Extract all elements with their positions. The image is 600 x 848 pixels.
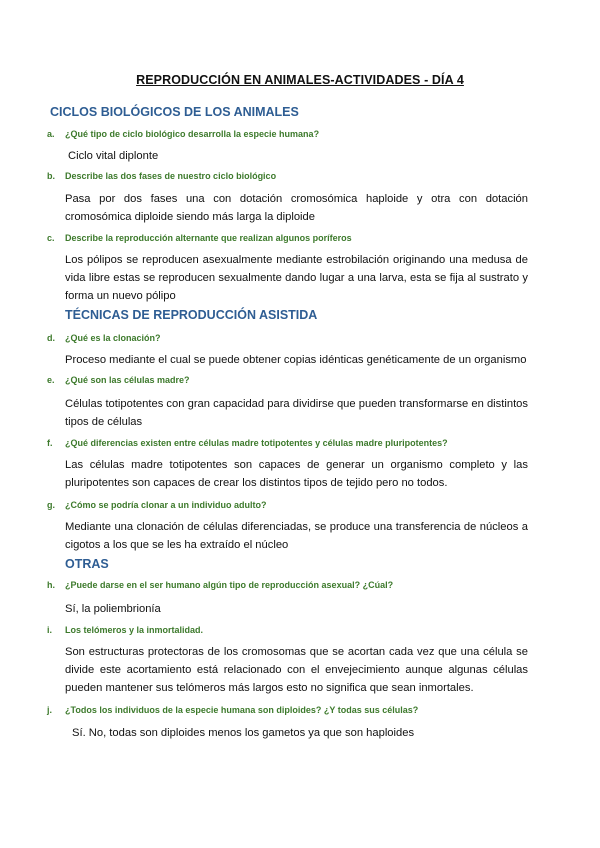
section-heading-tecnicas: TÉCNICAS DE REPRODUCCIÓN ASISTIDA	[65, 308, 318, 322]
question-text: ¿Qué es la clonación?	[65, 333, 161, 343]
answer-a: Ciclo vital diplonte	[68, 150, 159, 162]
question-text: ¿Puede darse en el ser humano algún tipo de reproducción asexual? ¿Cúal?	[65, 580, 394, 590]
answer-e: Células totipotentes con gran capacidad para dividirse que pueden transformarse en distintos tipos de células	[65, 398, 528, 429]
question-g	[47, 500, 267, 510]
question-h	[47, 580, 393, 590]
section-heading-ciclos: CICLOS BIOLÓGICOS DE LOS ANIMALES	[50, 105, 299, 119]
question-j	[47, 705, 418, 715]
question-letter: f.	[47, 438, 53, 448]
question-a	[47, 129, 319, 139]
question-i	[47, 625, 203, 635]
answer-d: Proceso mediante el cual se puede obtener copias idénticas genéticamente de un organismo	[65, 354, 527, 366]
question-text: Describe las dos fases de nuestro ciclo biológico	[65, 171, 277, 181]
question-c	[47, 233, 352, 243]
section-heading-otras: OTRAS	[65, 557, 109, 571]
question-f	[47, 438, 448, 448]
question-b	[47, 171, 276, 181]
question-letter: d.	[47, 333, 55, 343]
question-letter: j.	[47, 705, 53, 715]
question-text: Los telómeros y la inmortalidad.	[65, 625, 204, 635]
question-d	[47, 333, 161, 343]
answer-c: Los pólipos se reproducen asexualmente mediante estrobilación originando una medusa de vida libre estas se reproducen sexualmente dando lugar a una larva, esta se fija al sustrato y forma un nuevo pólipo	[65, 254, 528, 303]
answer-b: Pasa por dos fases una con dotación cromosómica haploide y otra con dotación cromosómica diploide siendo más larga la diploide	[65, 193, 528, 224]
document-title: REPRODUCCIÓN EN ANIMALES-ACTIVIDADES - DÍA 4	[136, 73, 464, 87]
question-text: ¿Cómo se podría clonar a un individuo adulto?	[65, 500, 267, 510]
answer-f: Las células madre totipotentes son capaces de generar un organismo completo y las pluripotentes son capaces de crear los distintos tipos de tejido pero no todos.	[65, 459, 528, 490]
question-e	[47, 375, 190, 385]
question-letter: g.	[47, 500, 55, 510]
question-letter: a.	[47, 129, 55, 139]
question-text: ¿Qué tipo de ciclo biológico desarrolla la especie humana?	[65, 129, 320, 139]
answer-j: Sí. No, todas son diploides menos los gametos ya que son haploides	[72, 727, 415, 739]
question-letter: i.	[47, 625, 53, 635]
question-letter: e.	[47, 375, 55, 385]
answer-h: Sí, la poliembrionía	[65, 603, 161, 615]
question-text: ¿Qué son las células madre?	[65, 375, 190, 385]
answer-g: Mediante una clonación de células diferenciadas, se produce una transferencia de núcleos a cigotos a los que se les ha extraído el núcleo	[65, 521, 528, 552]
question-letter: b.	[47, 171, 55, 181]
question-text: ¿Todos los individuos de la especie humana son diploides? ¿Y todas sus células?	[65, 705, 419, 715]
question-text: ¿Qué diferencias existen entre células madre totipotentes y células madre pluripotentes?	[65, 438, 448, 448]
question-letter: h.	[47, 580, 55, 590]
question-letter: c.	[47, 233, 55, 243]
question-text: Describe la reproducción alternante que realizan algunos poríferos	[65, 233, 352, 243]
answer-i: Son estructuras protectoras de los cromosomas que se acortan cada vez que una célula se divide este acortamiento está relacionado con el envejecimiento aunque algunas células pueden mantener sus telómeros más largos esto no significa que sean inmortales.	[65, 646, 528, 695]
